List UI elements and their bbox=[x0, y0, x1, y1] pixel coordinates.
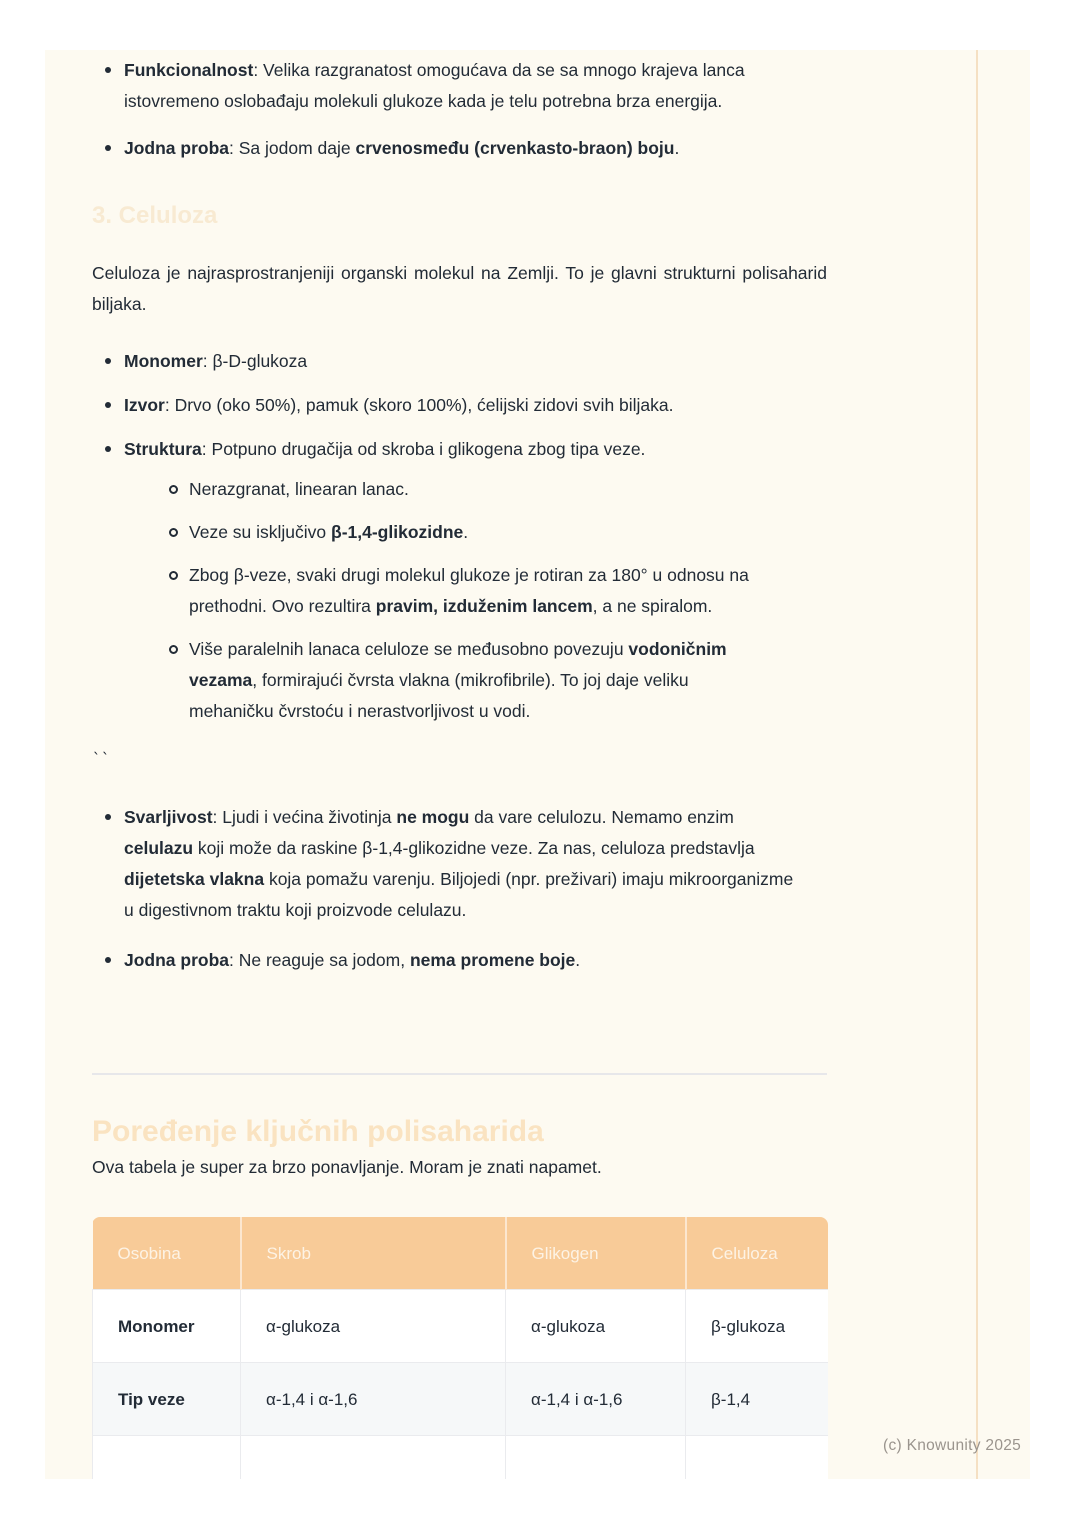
table-header-row bbox=[93, 1217, 829, 1290]
list-item-text: Nerazgranat, linearan lanac. bbox=[189, 479, 409, 499]
list-item-text: Funkcionalnost: Velika razgranatost omogućava da se sa mnogo krajeva lanca istovremeno oslobađaju molekuli glukoze kada je telu potrebna brza energija. bbox=[124, 60, 745, 111]
list-item bbox=[92, 945, 827, 976]
list-item bbox=[92, 55, 827, 117]
table-cell: β-1,4 bbox=[686, 1363, 829, 1436]
sub-list-item bbox=[124, 474, 805, 505]
list-item bbox=[92, 390, 827, 421]
table-row bbox=[93, 1290, 829, 1363]
table-cell: α-1,4 i α-1,6 bbox=[506, 1363, 686, 1436]
section-heading-comparison: Poređenje ključnih polisaharida bbox=[92, 1115, 544, 1148]
watermark: (c) Knowunity 2025 bbox=[883, 1437, 1022, 1454]
list-item bbox=[92, 434, 827, 727]
document-page bbox=[45, 50, 1030, 1479]
list-item-text: Svarljivost: Ljudi i većina životinja ne mogu da vare celulozu. Nemamo enzim celulazu koji može da raskine β-1,4-glikozidne veze. Za nas, celuloza predstavlja dijetetska vlakna koja pomažu varenju. Biljojedi (npr. preživari) imaju mikroorganizme u digestivnom traktu koji proizvode celulazu. bbox=[124, 807, 794, 920]
sub-list-item bbox=[124, 517, 805, 548]
sub-list-item bbox=[124, 634, 805, 727]
table-header-cell: Celuloza bbox=[686, 1217, 829, 1290]
sub-list-item bbox=[124, 560, 805, 622]
list-item bbox=[92, 133, 827, 164]
paragraph-celuloza-intro: Celuloza je najrasprostranjeniji organski molekul na Zemlji. To je glavni strukturni polisaharid biljaka. bbox=[92, 263, 827, 314]
list-item bbox=[92, 802, 827, 926]
table-cell: Tip veze bbox=[93, 1363, 241, 1436]
table-cell bbox=[241, 1436, 506, 1480]
list-item-text: Monomer: β-D-glukoza bbox=[124, 351, 308, 371]
table-cell: α-glukoza bbox=[506, 1290, 686, 1363]
bullet-list-top bbox=[92, 55, 827, 164]
divider bbox=[92, 1073, 827, 1075]
table-header-cell: Skrob bbox=[241, 1217, 506, 1290]
list-item-text: Jodna proba: Ne reaguje sa jodom, nema promene boje. bbox=[124, 950, 581, 970]
list-item-text: Izvor: Drvo (oko 50%), pamuk (skoro 100%), ćelijski zidovi svih biljaka. bbox=[124, 395, 674, 415]
table-cell bbox=[93, 1436, 241, 1480]
table-cell: α-1,4 i α-1,6 bbox=[241, 1363, 506, 1436]
table-cell: Monomer bbox=[93, 1290, 241, 1363]
comparison-section bbox=[92, 1073, 827, 1479]
list-item-text: Više paralelnih lanaca celuloze se međusobno povezuju vodoničnim vezama, formirajući čvrsta vlakna (mikrofibrile). To joj daje veliku mehaničku čvrstoću i nerastvorljivost u vodi. bbox=[189, 639, 727, 721]
table-header-cell: Glikogen bbox=[506, 1217, 686, 1290]
sub-bullet-list-struktura bbox=[124, 474, 805, 727]
list-item-text: Jodna proba: Sa jodom daje crvenosmeđu (crvenkasto-braon) boju. bbox=[124, 138, 680, 158]
table-cell: β-glukoza bbox=[686, 1290, 829, 1363]
list-item-text: Veze su isključivo β-1,4-glikozidne. bbox=[189, 522, 469, 542]
stray-backticks: `` bbox=[92, 750, 111, 768]
table-header-cell: Osobina bbox=[93, 1217, 241, 1290]
comparison-table bbox=[92, 1217, 828, 1479]
comparison-table-wrapper bbox=[92, 1217, 828, 1479]
paragraph-comparison-intro: Ova tabela je super za brzo ponavljanje. Moram je znati napamet. bbox=[92, 1157, 602, 1177]
list-item bbox=[92, 346, 827, 377]
document-content bbox=[92, 50, 827, 976]
table-row-partial bbox=[93, 1436, 829, 1480]
table-cell bbox=[686, 1436, 829, 1480]
bullet-list-svarljivost bbox=[92, 802, 827, 976]
table-row bbox=[93, 1363, 829, 1436]
bullet-list-celuloza bbox=[92, 346, 827, 727]
section-heading-celuloza: 3. Celuloza bbox=[92, 202, 218, 229]
table-cell bbox=[506, 1436, 686, 1480]
page-edge-line bbox=[976, 50, 978, 1479]
list-item-text: Struktura: Potpuno drugačija od skroba i glikogena zbog tipa veze. bbox=[124, 439, 646, 459]
list-item-text: Zbog β-veze, svaki drugi molekul glukoze je rotiran za 180° u odnosu na prethodni. Ovo rezultira pravim, izduženim lancem, a ne spiralom. bbox=[189, 565, 749, 616]
table-cell: α-glukoza bbox=[241, 1290, 506, 1363]
